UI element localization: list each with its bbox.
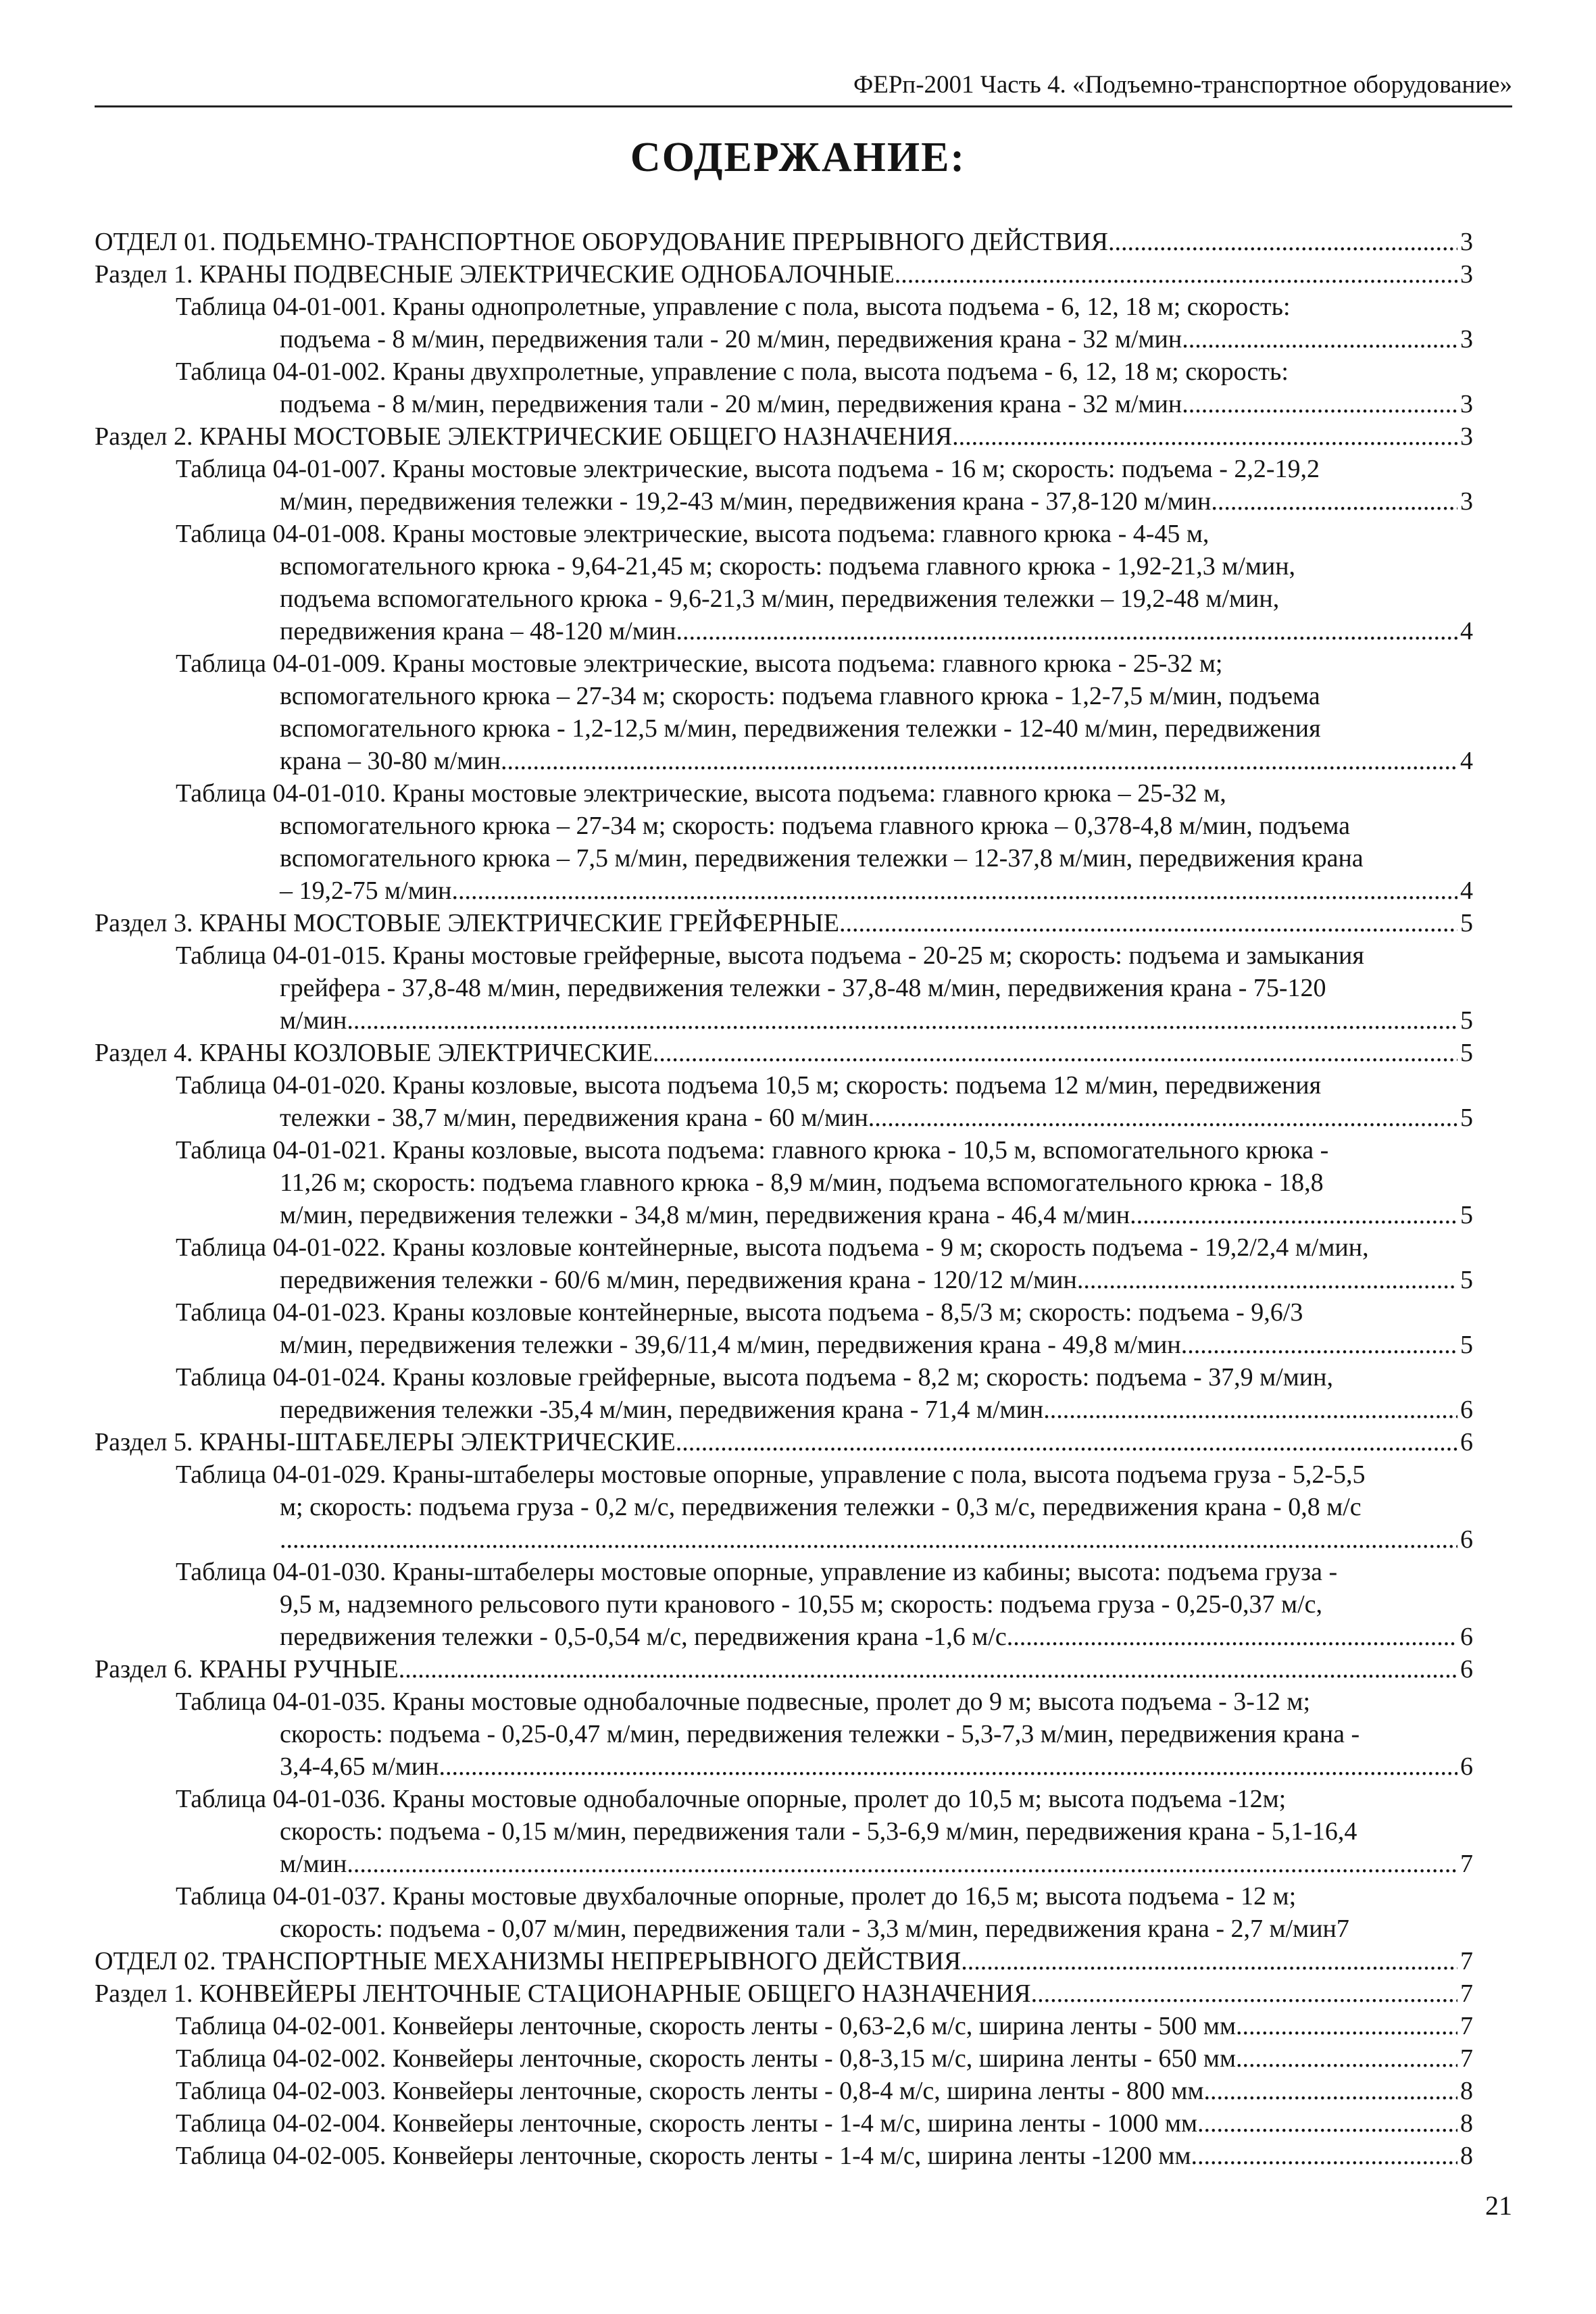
toc-table-entry[interactable]	[176, 1685, 1473, 1783]
toc-entry-text: Таблица 04-01-036. Краны мостовые однобалочные опорные, пролет до 10,5 м; высота подъема -12м;	[176, 1785, 1287, 1813]
dot-leader	[451, 875, 1457, 907]
toc-entry-text: Таблица 04-01-024. Краны козловые грейферные, высота подъема - 8,2 м; скорость: подъема - 37,9 м/мин,	[176, 1363, 1333, 1392]
dot-leader	[676, 1426, 1457, 1458]
toc-section[interactable]	[95, 1977, 1473, 2010]
toc-entry-text: 11,26 м; скорость: подъема главного крюка - 8,9 м/мин, подъема вспомогательного крюка - 18,8	[280, 1168, 1324, 1197]
page-title: СОДЕРЖАНИЕ:	[630, 134, 966, 180]
toc-entry-text: вспомогательного крюка – 27-34 м; скорость: подъема главного крюка - 1,2-7,5 м/мин, подъема	[280, 682, 1320, 710]
dot-leader	[347, 1848, 1457, 1880]
toc-entry-text: Раздел 1. КРАНЫ ПОДВЕСНЫЕ ЭЛЕКТРИЧЕСКИЕ ОДНОБАЛОЧНЫЕ	[95, 260, 895, 289]
toc-entry-text: Раздел 1. КОНВЕЙЕРЫ ЛЕНТОЧНЫЕ СТАЦИОНАРНЫЕ ОБЩЕГО НАЗНАЧЕНИЯ	[95, 1979, 1031, 2008]
toc-section[interactable]	[95, 1426, 1473, 1458]
toc-entry-text: передвижения тележки - 60/6 м/мин, передвижения крана - 120/12 м/мин	[280, 1266, 1077, 1294]
dot-leader	[952, 420, 1457, 453]
dot-leader	[868, 1102, 1457, 1134]
toc-section[interactable]	[95, 258, 1473, 291]
toc-entry-text: м/мин, передвижения тележки - 39,6/11,4 м/мин, передвижения крана - 49,8 м/мин	[280, 1331, 1181, 1359]
toc-page-number: 3	[1460, 325, 1473, 353]
dot-leader	[1236, 2042, 1457, 2075]
toc-entry-text: Таблица 04-01-021. Краны козловые, высота подъема: главного крюка - 10,5 м, вспомогательного крюка -	[176, 1136, 1329, 1164]
toc-page-number: 3	[1460, 487, 1473, 516]
toc-entry-text: передвижения тележки -35,4 м/мин, передвижения крана - 71,4 м/мин	[280, 1396, 1044, 1424]
toc-page-number: 5	[1460, 1039, 1473, 1067]
dot-leader	[280, 1523, 1457, 1556]
toc-entry-text: подъема вспомогательного крюка - 9,6-21,3 м/мин, передвижения тележки – 19,2-48 м/мин,	[280, 585, 1280, 613]
toc-entry-text: передвижения тележки - 0,5-0,54 м/с, передвижения крана -1,6 м/с	[280, 1623, 1007, 1651]
dot-leader	[1043, 1394, 1457, 1426]
toc-table-entry[interactable]	[176, 1361, 1473, 1426]
dot-leader	[895, 258, 1457, 291]
toc-entry-text: крана – 30-80 м/мин	[280, 747, 501, 775]
toc-entry-text: 9,5 м, надземного рельсового пути кранового - 10,55 м; скорость: подъема груза - 0,25-0,37 м/с,	[280, 1590, 1323, 1619]
toc-entry-text: Таблица 04-01-002. Краны двухпролетные, управление с пола, высота подъема - 6, 12, 18 м; скорость:	[176, 358, 1289, 386]
toc-table-entry[interactable]	[176, 1458, 1473, 1556]
toc-table-entry[interactable]	[176, 1231, 1473, 1296]
toc-entry-text: Таблица 04-01-007. Краны мостовые электрические, высота подъема - 16 м; скорость: подъема - 2,2-19,2	[176, 455, 1320, 483]
toc-table-entry[interactable]	[176, 291, 1473, 355]
toc-entry-text: Раздел 2. КРАНЫ МОСТОВЫЕ ЭЛЕКТРИЧЕСКИЕ ОБЩЕГО НАЗНАЧЕНИЯ	[95, 422, 953, 451]
toc-page-number: 8	[1460, 2077, 1473, 2105]
toc-table-entry[interactable]	[176, 1880, 1473, 1945]
toc-entry-text: скорость: подъема - 0,07 м/мин, передвижения тали - 3,3 м/мин, передвижения крана - 2,7 м/мин7	[280, 1915, 1349, 1943]
toc-entry-text: Таблица 04-01-001. Краны однопролетные, управление с пола, высота подъема - 6, 12, 18 м; скорость:	[176, 293, 1291, 321]
toc-entry-text: тележки - 38,7 м/мин, передвижения крана - 60 м/мин	[280, 1104, 868, 1132]
toc-entry-text: Таблица 04-02-005. Конвейеры ленточные, скорость ленты - 1-4 м/с, ширина ленты -1200 мм	[176, 2142, 1191, 2170]
dot-leader	[839, 907, 1457, 939]
toc-table-entry[interactable]	[176, 777, 1473, 907]
toc-page-number: 5	[1460, 1201, 1473, 1229]
toc-entry-text: Таблица 04-01-030. Краны-штабелеры мостовые опорные, управление из кабины; высота: подъема груза -	[176, 1558, 1338, 1586]
dot-leader	[1197, 2107, 1457, 2140]
toc-entry-text: м/мин, передвижения тележки - 34,8 м/мин, передвижения крана - 46,4 м/мин	[280, 1201, 1130, 1229]
toc-table-entry[interactable]	[176, 355, 1473, 420]
toc-part[interactable]	[95, 1945, 1473, 1977]
toc-page-number: 3	[1460, 422, 1473, 451]
toc-section[interactable]	[95, 420, 1473, 453]
dot-leader	[1236, 2010, 1457, 2042]
toc-entry-text: скорость: подъема - 0,15 м/мин, передвижения тали - 5,3-6,9 м/мин, передвижения крана - 5,1-16,4	[280, 1817, 1357, 1846]
dot-leader	[676, 615, 1457, 647]
toc-table-entry[interactable]	[176, 2107, 1473, 2140]
dot-leader	[1181, 1329, 1457, 1361]
dot-leader	[1182, 388, 1457, 420]
toc-table-entry[interactable]	[176, 939, 1473, 1037]
toc-entry-text: Таблица 04-02-002. Конвейеры ленточные, скорость ленты - 0,8-3,15 м/с, ширина ленты - 650 мм	[176, 2044, 1236, 2073]
toc-page-number: 6	[1460, 1428, 1473, 1456]
toc-table-entry[interactable]	[176, 1556, 1473, 1653]
toc-table-entry[interactable]	[176, 2075, 1473, 2107]
dot-leader	[1191, 2140, 1457, 2172]
toc-table-entry[interactable]	[176, 647, 1473, 777]
toc-page-number: 6	[1460, 1396, 1473, 1424]
toc-page-number: 8	[1460, 2142, 1473, 2170]
toc-entry-text: ОТДЕЛ 01. ПОДЬЕМНО-ТРАНСПОРТНОЕ ОБОРУДОВАНИЕ ПРЕРЫВНОГО ДЕЙСТВИЯ	[95, 228, 1109, 256]
toc-page-number: 5	[1460, 1331, 1473, 1359]
toc-entry-text: Раздел 5. КРАНЫ-ШТАБЕЛЕРЫ ЭЛЕКТРИЧЕСКИЕ	[95, 1428, 676, 1456]
toc-entry-text: Раздел 4. КРАНЫ КОЗЛОВЫЕ ЭЛЕКТРИЧЕСКИЕ	[95, 1039, 653, 1067]
dot-leader	[1007, 1621, 1457, 1653]
toc-entry-text: – 19,2-75 м/мин	[280, 877, 452, 905]
toc-section[interactable]	[95, 1037, 1473, 1069]
toc-table-entry[interactable]	[176, 1783, 1473, 1880]
toc-page-number: 4	[1460, 617, 1473, 645]
dot-leader	[347, 1004, 1457, 1037]
toc-page-number: 6	[1460, 1623, 1473, 1651]
toc-table-entry[interactable]	[176, 2140, 1473, 2172]
toc-entry-text: грейфера - 37,8-48 м/мин, передвижения тележки - 37,8-48 м/мин, передвижения крана - 75-120	[280, 974, 1326, 1002]
toc-entry-text: Таблица 04-01-009. Краны мостовые электрические, высота подъема: главного крюка - 25-32 м;	[176, 649, 1223, 678]
dot-leader	[961, 1945, 1457, 1977]
toc-table-entry[interactable]	[176, 2042, 1473, 2075]
toc-entry-text: Таблица 04-01-008. Краны мостовые электрические, высота подъема: главного крюка - 4-45 м,	[176, 520, 1210, 548]
toc-part[interactable]	[95, 226, 1473, 258]
toc-table-entry[interactable]	[176, 2010, 1473, 2042]
toc-entry-text: подъема - 8 м/мин, передвижения тали - 20 м/мин, передвижения крана - 32 м/мин	[280, 390, 1182, 418]
toc-entry-text: м/мин, передвижения тележки - 19,2-43 м/мин, передвижения крана - 37,8-120 м/мин	[280, 487, 1212, 516]
page-number: 21	[1485, 2190, 1512, 2221]
dot-leader	[1211, 485, 1457, 518]
dot-leader	[439, 1750, 1457, 1783]
toc-entry-text: передвижения крана – 48-120 м/мин	[280, 617, 676, 645]
toc-entry-text: ОТДЕЛ 02. ТРАНСПОРТНЫЕ МЕХАНИЗМЫ НЕПРЕРЫВНОГО ДЕЙСТВИЯ	[95, 1947, 962, 1975]
toc-entry-text: скорость: подъема - 0,25-0,47 м/мин, передвижения тележки - 5,3-7,3 м/мин, передвижения крана -	[280, 1720, 1360, 1748]
dot-leader	[1108, 226, 1457, 258]
toc-page-number: 5	[1460, 1266, 1473, 1294]
toc-entry-text: Таблица 04-02-001. Конвейеры ленточные, скорость ленты - 0,63-2,6 м/с, ширина ленты - 500 мм	[176, 2012, 1236, 2040]
toc-page-number: 6	[1460, 1655, 1473, 1683]
toc-page-number: 8	[1460, 2109, 1473, 2138]
toc-entry-text: Таблица 04-01-029. Краны-штабелеры мостовые опорные, управление с пола, высота подъема груза - 5,2-5,5	[176, 1460, 1366, 1489]
toc-page-number: 6	[1460, 1525, 1473, 1554]
toc-entry-text: Таблица 04-01-020. Краны козловые, высота подъема 10,5 м; скорость: подъема 12 м/мин, передвижения	[176, 1071, 1322, 1100]
toc-entry-text: Таблица 04-01-035. Краны мостовые однобалочные подвесные, пролет до 9 м; высота подъема - 3-12 м;	[176, 1688, 1310, 1716]
toc-entry-text: вспомогательного крюка - 1,2-12,5 м/мин, передвижения тележки - 12-40 м/мин, передвижения	[280, 714, 1321, 743]
toc-entry-text: вспомогательного крюка - 9,64-21,45 м; скорость: подъема главного крюка - 1,92-21,3 м/мин,	[280, 552, 1296, 581]
dot-leader	[1031, 1977, 1457, 2010]
toc-table-entry[interactable]	[176, 518, 1473, 647]
toc-page-number: 5	[1460, 909, 1473, 937]
toc-table-entry[interactable]	[176, 1296, 1473, 1361]
toc-page-number: 5	[1460, 1104, 1473, 1132]
toc-page-number: 7	[1460, 2012, 1473, 2040]
dot-leader	[501, 745, 1457, 777]
toc-entry-text: вспомогательного крюка – 7,5 м/мин, передвижения тележки – 12-37,8 м/мин, передвижения крана	[280, 844, 1364, 872]
dot-leader	[653, 1037, 1457, 1069]
toc-entry-text: м; скорость: подъема груза - 0,2 м/с, передвижения тележки - 0,3 м/с, передвижения крана - 0,8 м/с	[280, 1493, 1362, 1521]
toc-table-entry[interactable]	[176, 453, 1473, 518]
toc-entry-text: Раздел 3. КРАНЫ МОСТОВЫЕ ЭЛЕКТРИЧЕСКИЕ ГРЕЙФЕРНЫЕ	[95, 909, 839, 937]
toc-entry-text: вспомогательного крюка – 27-34 м; скорость: подъема главного крюка – 0,378-4,8 м/мин, подъема	[280, 812, 1350, 840]
toc-section[interactable]	[95, 907, 1473, 939]
toc-table-entry[interactable]	[176, 1069, 1473, 1134]
toc-page-number: 7	[1460, 1850, 1473, 1878]
toc-page-number: 3	[1460, 390, 1473, 418]
toc-page-number: 3	[1460, 260, 1473, 289]
table-of-contents	[95, 226, 1473, 2172]
toc-entry-text: Таблица 04-01-022. Краны козловые контейнерные, высота подъема - 9 м; скорость подъема - 19,2/2,4 м/мин,	[176, 1233, 1369, 1262]
dot-leader	[1182, 323, 1457, 355]
toc-entry-text: Таблица 04-01-037. Краны мостовые двухбалочные опорные, пролет до 16,5 м; высота подъема - 12 м;	[176, 1882, 1297, 1911]
toc-entry-text: м/мин	[280, 1006, 347, 1035]
dot-leader	[1203, 2075, 1457, 2107]
toc-table-entry[interactable]	[176, 1134, 1473, 1231]
dot-leader	[1077, 1264, 1457, 1296]
toc-entry-text: Таблица 04-01-010. Краны мостовые электрические, высота подъема: главного крюка – 25-32 м,	[176, 779, 1226, 808]
toc-entry-text: подъема - 8 м/мин, передвижения тали - 20 м/мин, передвижения крана - 32 м/мин	[280, 325, 1182, 353]
toc-page-number: 7	[1460, 1947, 1473, 1975]
toc-entry-text: Раздел 6. КРАНЫ РУЧНЫЕ	[95, 1655, 399, 1683]
toc-page-number: 4	[1460, 877, 1473, 905]
toc-entry-text: Таблица 04-01-015. Краны мостовые грейферные, высота подъема - 20-25 м; скорость: подъема и замыкания	[176, 941, 1364, 970]
toc-entry-text: Таблица 04-02-003. Конвейеры ленточные, скорость ленты - 0,8-4 м/с, ширина ленты - 800 мм	[176, 2077, 1204, 2105]
dot-leader	[1130, 1199, 1457, 1231]
toc-page-number: 4	[1460, 747, 1473, 775]
running-header: ФЕРп-2001 Часть 4. «Подъемно-транспортное оборудование»	[95, 66, 1512, 107]
toc-entry-text: Таблица 04-02-004. Конвейеры ленточные, скорость ленты - 1-4 м/с, ширина ленты - 1000 мм	[176, 2109, 1197, 2138]
toc-entry-text: Таблица 04-01-023. Краны козловые контейнерные, высота подъема - 8,5/3 м; скорость: подъема - 9,6/3	[176, 1298, 1303, 1327]
toc-page-number: 7	[1460, 2044, 1473, 2073]
toc-entry-text: 3,4-4,65 м/мин	[280, 1752, 439, 1781]
toc-page-number: 7	[1460, 1979, 1473, 2008]
toc-page-number: 6	[1460, 1752, 1473, 1781]
toc-page-number: 5	[1460, 1006, 1473, 1035]
dot-leader	[399, 1653, 1457, 1685]
toc-page-number: 3	[1460, 228, 1473, 256]
toc-section[interactable]	[95, 1653, 1473, 1685]
toc-entry-text: м/мин	[280, 1850, 347, 1878]
